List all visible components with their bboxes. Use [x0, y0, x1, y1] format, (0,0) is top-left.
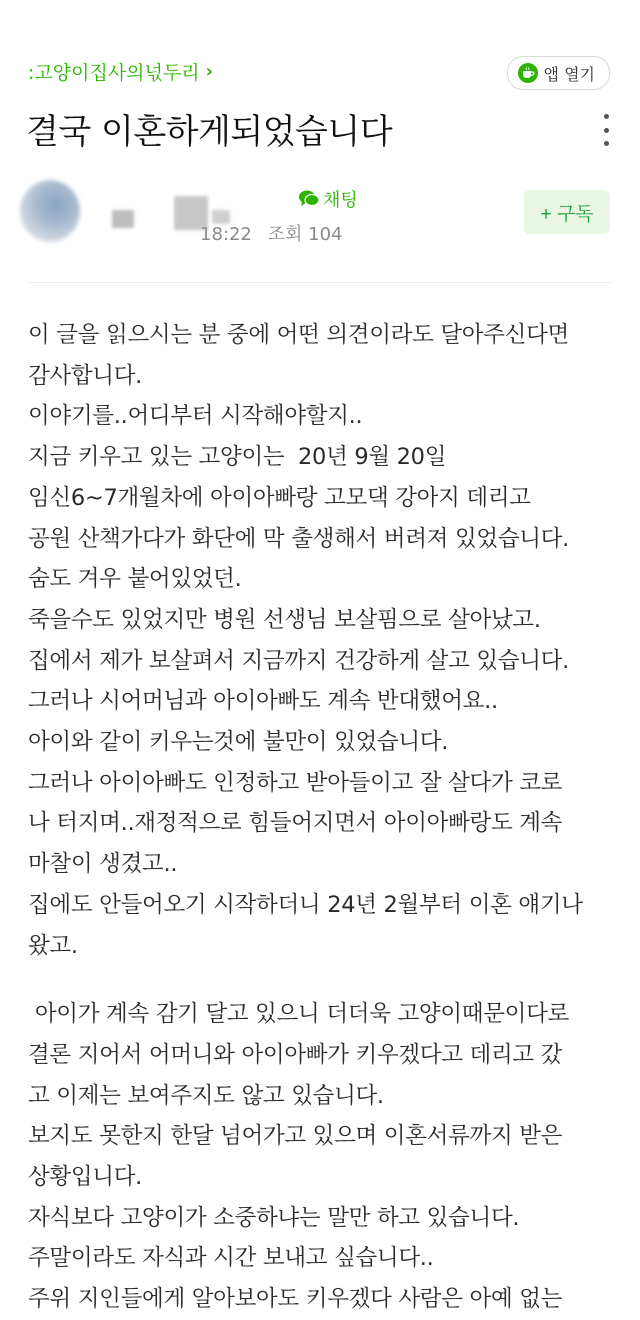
more-button[interactable]: [598, 114, 614, 146]
post-title-row: [0, 100, 640, 160]
body-line: 나 터지며..재정적으로 힘들어지면서 아이아빠랑도 계속: [28, 810, 563, 837]
body-line: 그러나 시어머님과 아이아빠도 계속 반대했어요..: [28, 688, 498, 715]
body-line: 이 글을 읽으시는 분 중에 어떤 의견이라도 달아주신다면: [28, 322, 569, 348]
views-label: 조회: [267, 224, 303, 245]
body-line: 죽을수도 있었지만 병원 선생님 보살핌으로 살아났고.: [28, 606, 541, 633]
body-line: 숨도 겨우 붙어있었던.: [28, 566, 242, 593]
body-line: 공원 산책가다가 화단에 막 출생해서 버려져 있었습니다.: [28, 525, 569, 552]
body-line: 그러나 아이아빠도 인정하고 받아들이고 잘 살다가 코로: [28, 769, 563, 796]
body-line: 이야기를..어디부터 시작해야할지..: [28, 403, 363, 430]
app-open-button[interactable]: [507, 56, 610, 90]
paragraph-2: [28, 994, 628, 1320]
chat-label: 채팅: [323, 190, 358, 211]
redacted-block: [112, 210, 134, 228]
views-count: 104: [308, 224, 343, 245]
top-bar: [0, 50, 640, 94]
cafe-name: :고양이집사의넋두리: [28, 62, 200, 84]
author-row: [0, 176, 640, 256]
body-line: 아이와 같이 키우는것에 불만이 있었습니다.: [28, 729, 449, 756]
post-body: [28, 315, 628, 1320]
body-line: 감사합니다.: [28, 362, 143, 389]
body-line: 자식보다 고양이가 소중하냐는 말만 하고 있습니다.: [28, 1204, 520, 1231]
author-name-redacted[interactable]: [112, 192, 242, 220]
paragraph-gap: [28, 966, 628, 994]
body-line: 집에도 안들어오기 시작하더니 24년 2월부터 이혼 얘기나: [28, 891, 583, 918]
divider: [26, 282, 614, 283]
more-vertical-icon: [604, 114, 609, 119]
body-line: 주위 지인들에게 알아보아도 키우겠다 사람은 아예 없는: [28, 1286, 563, 1313]
body-line: 결론 지어서 어머니와 아이아빠가 키우겠다고 데리고 갔: [28, 1041, 563, 1068]
post-time: 18:22: [200, 224, 252, 245]
body-line: 상황입니다.: [28, 1164, 143, 1191]
subscribe-label: + 구독: [540, 203, 594, 225]
body-line: 임신6~7개월차에 아이아빠랑 고모댁 강아지 데리고: [28, 484, 531, 511]
post-title: 결국 이혼하게되었습니다: [26, 112, 393, 152]
app-open-label: 앱 열기: [543, 64, 595, 84]
more-vertical-icon-dot: [604, 128, 609, 133]
more-vertical-icon-dot: [604, 141, 609, 146]
chat-bubble-icon: [298, 189, 320, 209]
body-line: 아이가 계속 감기 달고 있으니 더더욱 고양이때문이다로: [28, 1001, 569, 1028]
body-line: 지금 키우고 있는 고양이는 20년 9월 20일: [28, 444, 447, 471]
post-meta: [200, 220, 342, 246]
subscribe-button[interactable]: [524, 190, 610, 234]
paragraph-1: [28, 315, 628, 966]
body-line: 집에서 제가 보살펴서 지금까지 건강하게 살고 있습니다.: [28, 647, 569, 674]
body-line: 고 이제는 보여주지도 않고 있습니다.: [28, 1082, 384, 1109]
avatar[interactable]: [20, 180, 80, 242]
chevron-right-icon: ›: [205, 61, 214, 82]
body-line: 왔고.: [28, 932, 78, 959]
body-line: 마찰이 생겼고..: [28, 851, 178, 878]
cafe-cup-icon: [518, 63, 538, 83]
body-line: 주말이라도 자식과 시간 보내고 싶습니다..: [28, 1245, 434, 1272]
cafe-name-link[interactable]: [28, 58, 213, 85]
body-line: 보지도 못한지 한달 넘어가고 있으며 이혼서류까지 받은: [28, 1123, 563, 1150]
chat-link[interactable]: [298, 186, 358, 212]
